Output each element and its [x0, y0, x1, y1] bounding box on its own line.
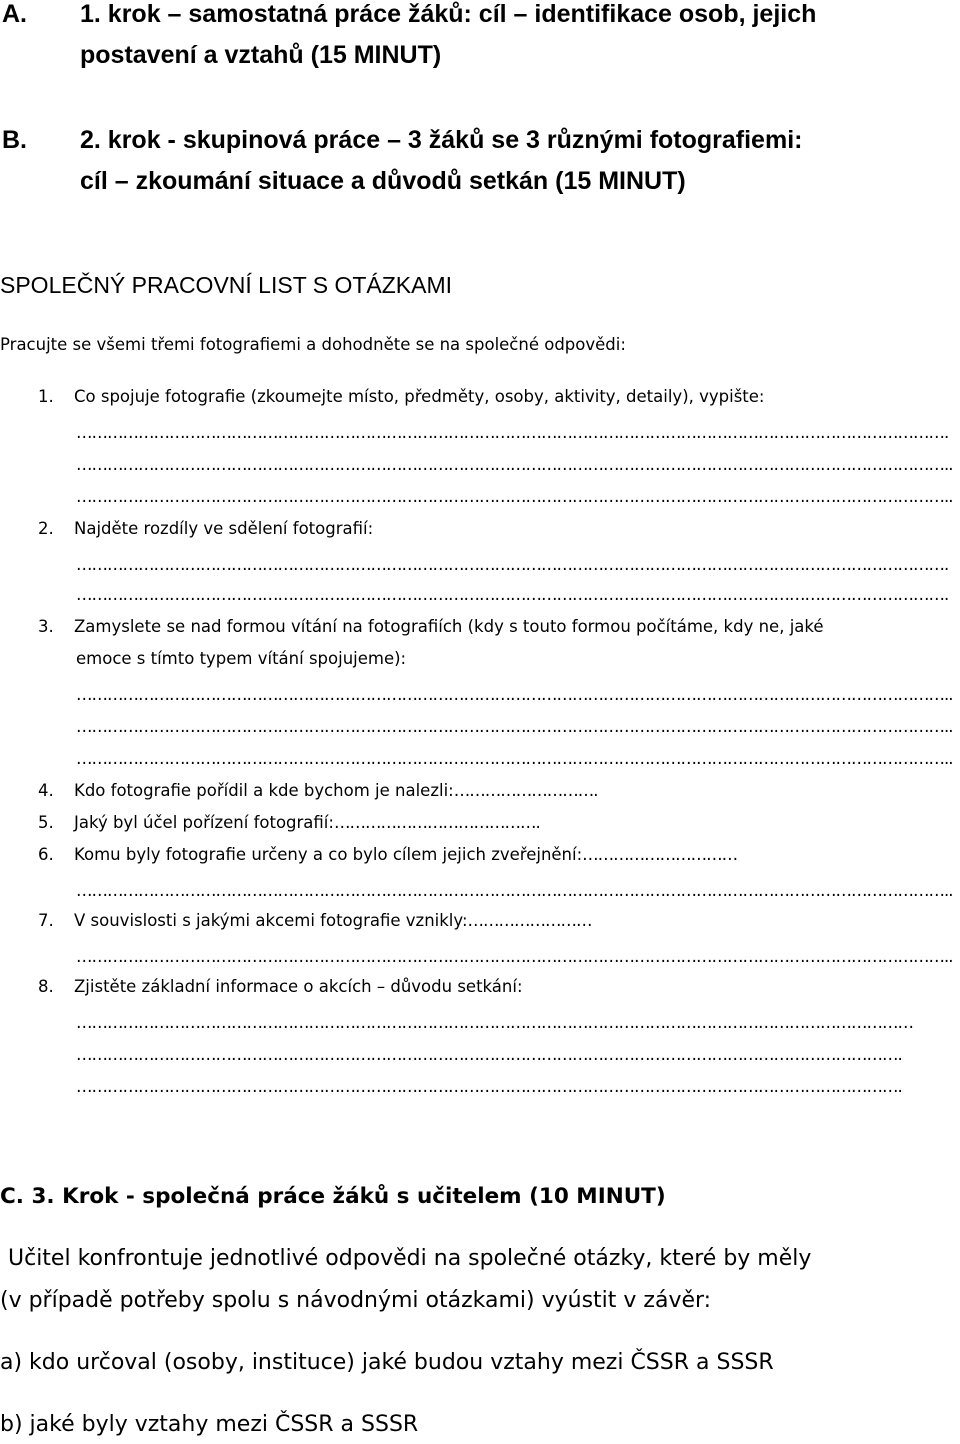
answer-line: ……………………………………………………………………………………………………………………………………………………. — [76, 423, 949, 442]
answer-line: …………………………………………………………………………………………………………………………………………………….. — [76, 881, 953, 900]
section-a-title: 1. krok – samostatná práce žáků: cíl – identifikace osob, jejich — [80, 0, 817, 28]
answer-line: ……………………………………………………………………………………………………………………………………………… — [76, 1013, 913, 1032]
answer-line: …………………………………………………………………………………………………………………………………………………….. — [76, 685, 953, 704]
answer-line: ……………………………………………………………………………………………………………………………………………………. — [76, 585, 949, 604]
section-a-marker: A. — [2, 0, 27, 28]
section-c-title — [0, 1182, 666, 1212]
conclusion-item-b: b) jaké byly vztahy mezi ČSSR a SSSR — [0, 1412, 419, 1437]
paragraph-line-1: Učitel konfrontuje jednotlivé odpovědi na společné otázky, které by měly — [8, 1246, 812, 1271]
section-a-line2: postavení a vztahů (15 MINUT) — [80, 41, 442, 69]
answer-line: ……………………………………………………………………………………………………………………………………………. — [76, 1045, 902, 1064]
conclusion-item-a: a) kdo určoval (osoby, instituce) jaké budou vztahy mezi ČSSR a SSSR — [0, 1350, 774, 1375]
answer-line: …………………………………………………………………………………………………………………………………………………….. — [76, 749, 953, 768]
question-5 — [38, 812, 540, 834]
answer-line: …………………………………………………………………………………………………………………………………………………….. — [76, 455, 953, 474]
section-b-line2: cíl – zkoumání situace a důvodů setkán (15 MINUT) — [80, 167, 686, 195]
question-3-line1 — [38, 616, 938, 638]
answer-line-inline: …………………………………. — [333, 813, 540, 832]
question-number: 3. — [38, 617, 54, 636]
section-b-line1 — [2, 120, 942, 161]
section-c-heading: 3. Krok - společná práce žáků s učitelem (10 MINUT) — [31, 1184, 666, 1209]
answer-line: …………………………………………………………………………………………………………………………………………………….. — [76, 487, 953, 506]
question-3 — [38, 616, 938, 670]
question-text: V souvislosti s jakými akcemi fotografie vznikly: — [74, 911, 468, 930]
question-1 — [38, 386, 764, 408]
question-8 — [38, 976, 523, 998]
question-3-line2: emoce s tímto typem vítání spojujeme): — [76, 649, 407, 668]
section-c-paragraph — [0, 1244, 940, 1316]
answer-line-inline: …………………… — [467, 911, 592, 930]
answer-line: ……………………………………………………………………………………………………………………………………………………. — [76, 555, 949, 574]
section-c-marker: C. — [0, 1184, 24, 1209]
question-text: Najděte rozdíly ve sdělení fotografií: — [74, 519, 374, 538]
question-number: 5. — [38, 813, 54, 832]
question-text: Kdo fotografie pořídil a kde bychom je nalezli: — [74, 781, 454, 800]
worksheet-intro: Pracujte se všemi třemi fotografiemi a dohodněte se na společné odpovědi: — [0, 335, 626, 354]
question-4 — [38, 780, 597, 802]
answer-line-inline: ………………………… — [582, 845, 738, 864]
question-text: Zamyslete se nad formou vítání na fotografiích (kdy s touto formou počítáme, kdy ne, jaké — [74, 617, 824, 636]
section-b-marker: B. — [2, 126, 27, 154]
section-a-line1 — [2, 0, 942, 35]
question-number: 1. — [38, 387, 54, 406]
question-number: 6. — [38, 845, 54, 864]
question-2 — [38, 518, 373, 540]
answer-line: …………………………………………………………………………………………………………………………………………………….. — [76, 717, 953, 736]
section-a — [2, 0, 942, 76]
answer-line: ……………………………………………………………………………………………………………………………………………. — [76, 1077, 902, 1096]
section-b-title: 2. krok - skupinová práce – 3 žáků se 3 různými fotografiemi: — [80, 126, 803, 154]
answer-line: …………………………………………………………………………………………………………………………………………………….. — [76, 947, 953, 966]
section-b — [2, 120, 942, 202]
question-text: Zjistěte základní informace o akcích – důvodu setkání: — [74, 977, 523, 996]
question-6 — [38, 844, 737, 866]
question-number: 2. — [38, 519, 54, 538]
question-text: Co spojuje fotografie (zkoumejte místo, předměty, osoby, aktivity, detaily), vypište: — [74, 387, 765, 406]
question-number: 8. — [38, 977, 54, 996]
question-text: Komu byly fotografie určeny a co bylo cílem jejich zveřejnění: — [74, 845, 583, 864]
question-text: Jaký byl účel pořízení fotografií: — [74, 813, 334, 832]
worksheet-heading: SPOLEČNÝ PRACOVNÍ LIST S OTÁZKAMI — [0, 272, 453, 298]
question-number: 4. — [38, 781, 54, 800]
answer-line-inline: ………………………. — [453, 781, 598, 800]
paragraph-line-2: (v případě potřeby spolu s návodnými otázkami) vyústit v závěr: — [0, 1288, 712, 1313]
question-7 — [38, 910, 592, 932]
question-number: 7. — [38, 911, 54, 930]
